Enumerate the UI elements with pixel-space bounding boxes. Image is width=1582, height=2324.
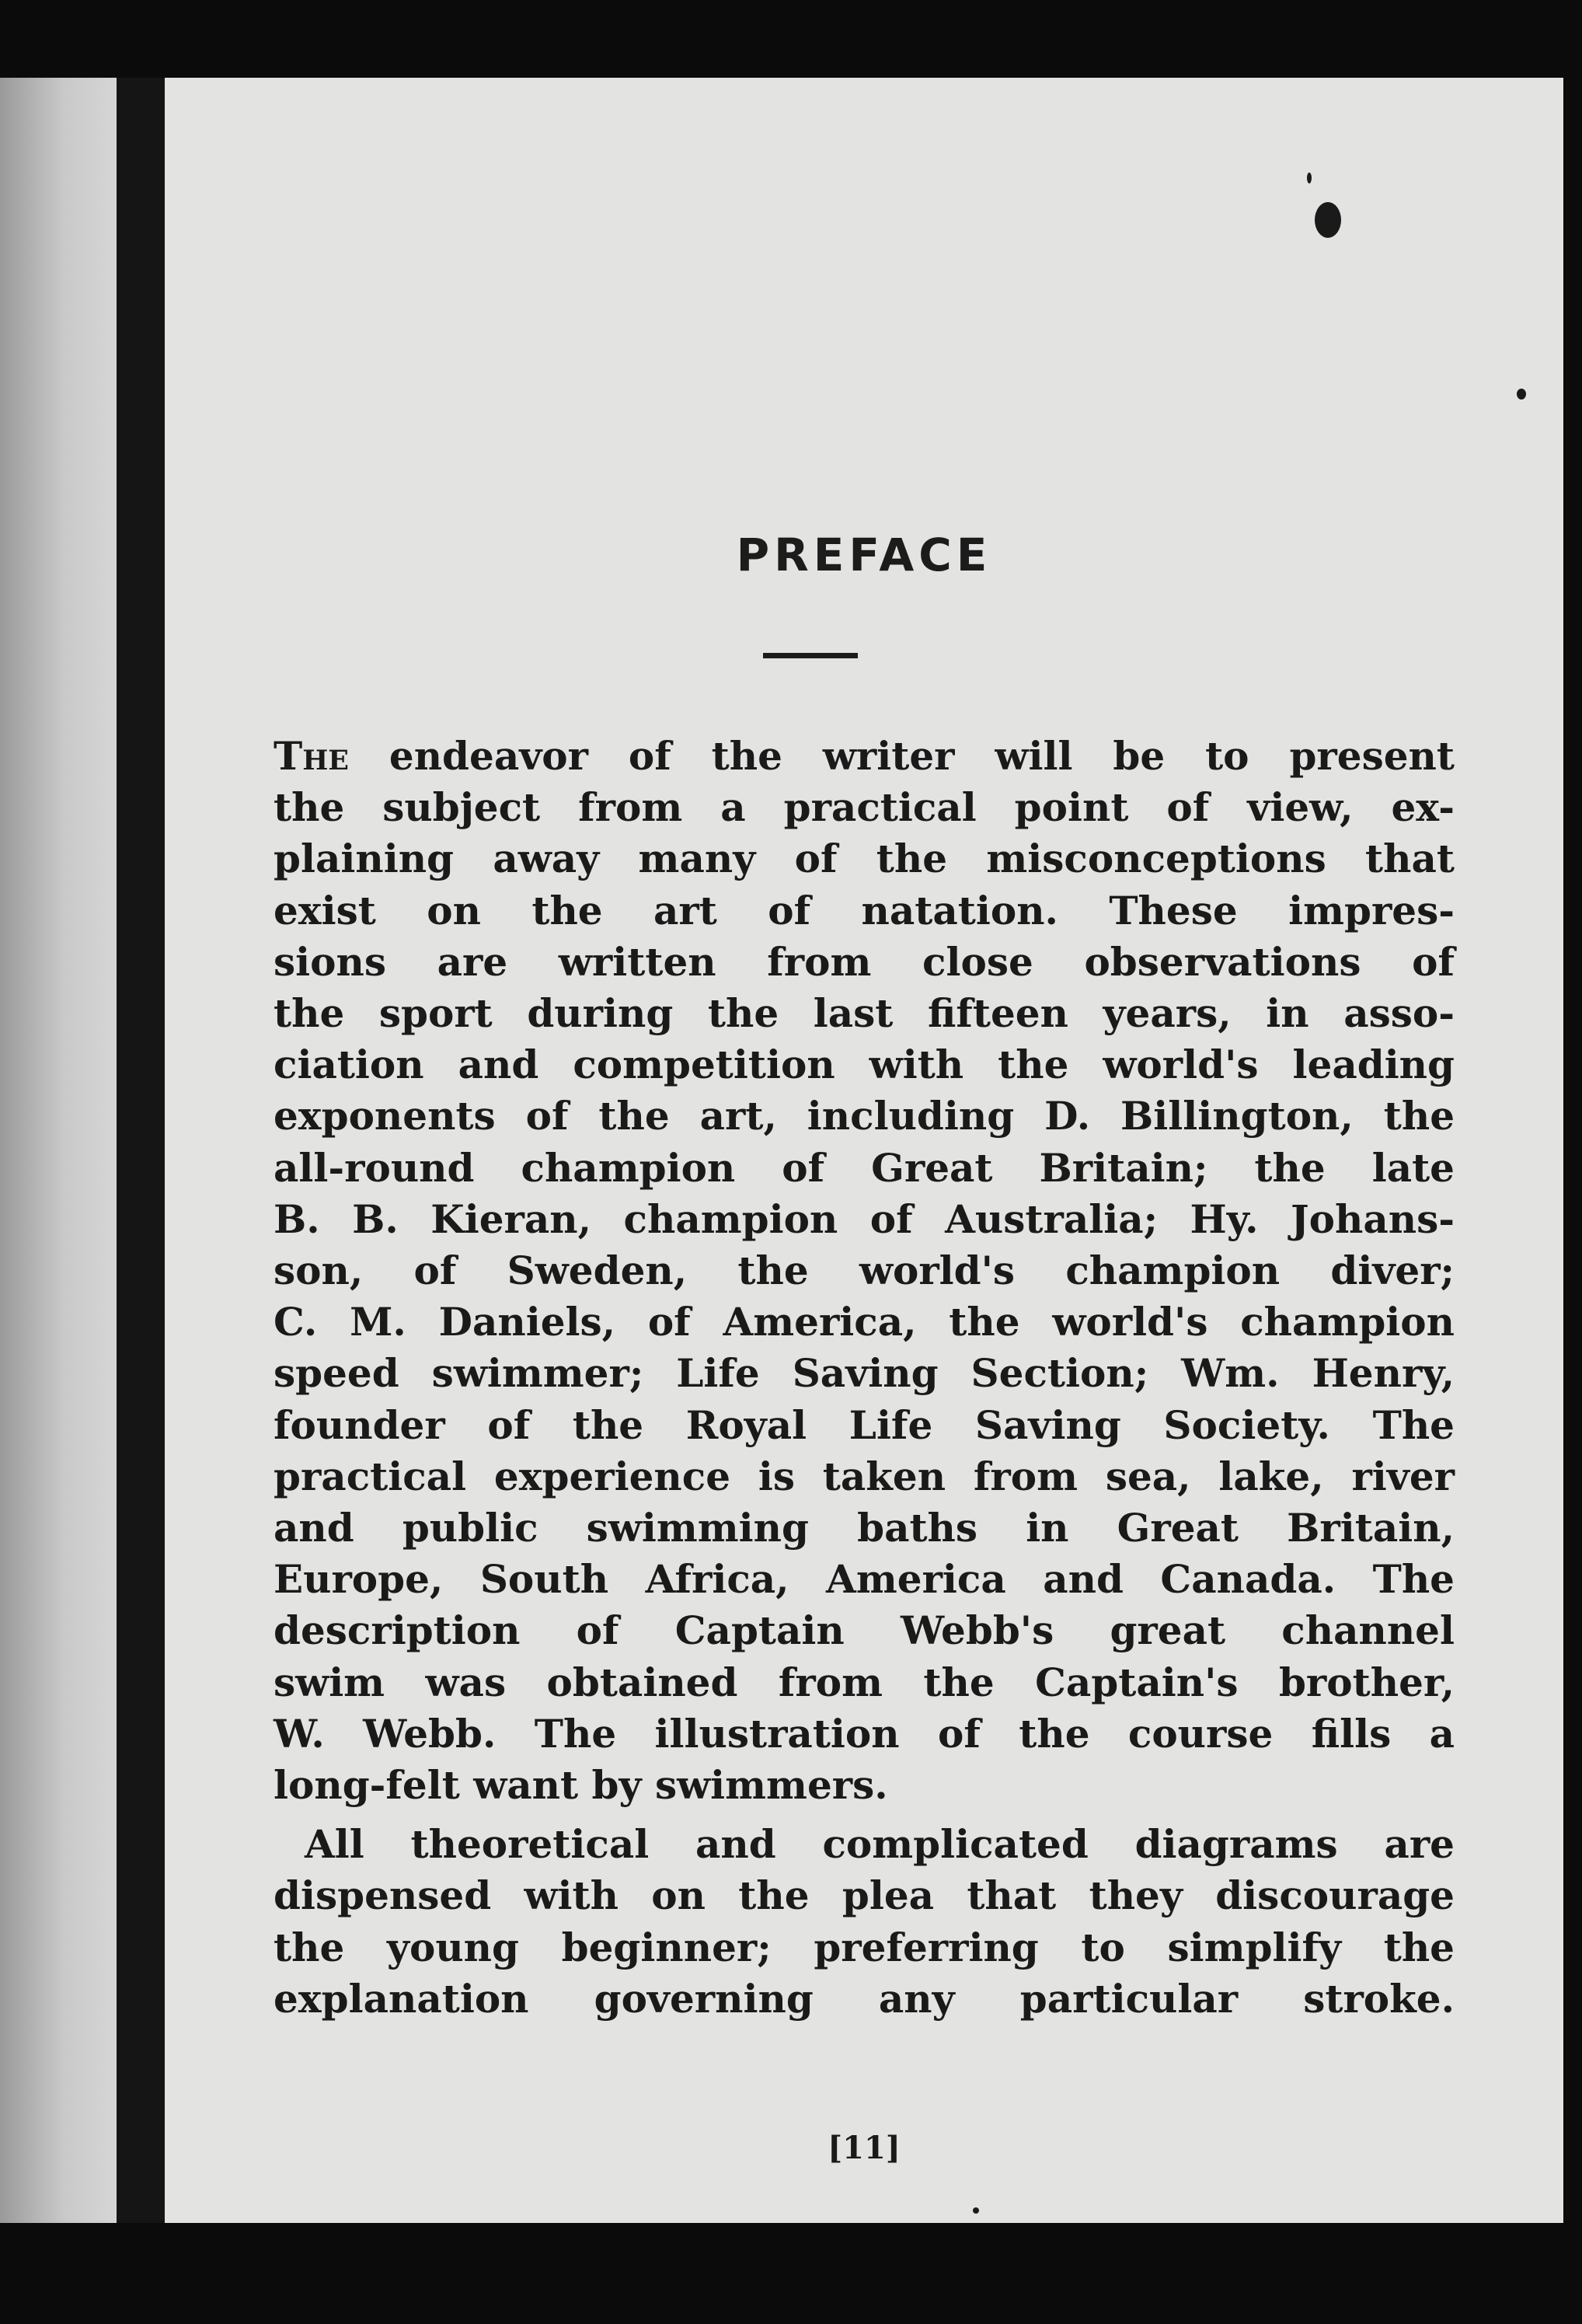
preface-text xyxy=(274,731,1455,2025)
text-line: swim was obtained from the Captain's brother, xyxy=(274,1659,1455,1705)
text-line: all-round champion of Great Britain; the late xyxy=(274,1144,1455,1191)
title-rule xyxy=(763,653,858,658)
text-line: long-felt want by swimmers. xyxy=(274,1762,888,1809)
text-line: description of Captain Webb's great channel xyxy=(274,1607,1455,1654)
text-line: W. Webb. The illustration of the course fills a xyxy=(274,1710,1455,1757)
text-line: and public swimming baths in Great Britain, xyxy=(274,1505,1455,1551)
scan-speck xyxy=(1517,389,1526,400)
text-line: plaining away many of the misconceptions that xyxy=(274,836,1455,882)
text-line: the young beginner; preferring to simplify the xyxy=(274,1924,1455,1970)
text-line: founder of the Royal Life Saving Society. The xyxy=(274,1401,1455,1448)
text-line: son, of Sweden, the world's champion diver; xyxy=(274,1247,1455,1294)
text-line: All theoretical and complicated diagrams are xyxy=(305,1821,1455,1868)
scan-speck xyxy=(1307,173,1312,183)
facing-page-edge xyxy=(0,78,117,2223)
text-line: exponents of the art, including D. Billington, the xyxy=(274,1093,1455,1139)
text-line: speed swimmer; Life Saving Section; Wm. Henry, xyxy=(274,1350,1455,1397)
paragraph-1 xyxy=(274,731,1455,1811)
text-line: Europe, South Africa, America and Canada. The xyxy=(274,1556,1455,1603)
scan-speck xyxy=(973,2207,979,2214)
text-line: C. M. Daniels, of America, the world's champion xyxy=(274,1299,1455,1345)
page-number: [11] xyxy=(828,2130,901,2166)
scan-speck xyxy=(1315,202,1341,238)
text-line: the sport during the last fifteen years, in asso- xyxy=(274,990,1455,1037)
text-line: dispensed with on the plea that they discourage xyxy=(274,1872,1455,1919)
lead-word: The xyxy=(274,733,349,779)
text-line: the subject from a practical point of view, ex- xyxy=(274,784,1455,831)
text-line: B. B. Kieran, champion of Australia; Hy. Johans- xyxy=(274,1195,1455,1242)
text-line: explanation governing any particular stroke. xyxy=(274,1975,1455,2022)
paragraph-2 xyxy=(274,1819,1455,2025)
text-line: sions are written from close observations of xyxy=(274,938,1455,985)
text-line: ciation and competition with the world's leading xyxy=(274,1042,1455,1088)
text-line: The endeavor of the writer will be to present xyxy=(274,733,1455,779)
text-line: exist on the art of natation. These impres- xyxy=(274,887,1455,933)
book-page xyxy=(165,78,1563,2223)
page-title: PREFACE xyxy=(736,529,992,581)
text-line: practical experience is taken from sea, lake, river xyxy=(274,1453,1455,1499)
book-gutter xyxy=(117,78,165,2223)
